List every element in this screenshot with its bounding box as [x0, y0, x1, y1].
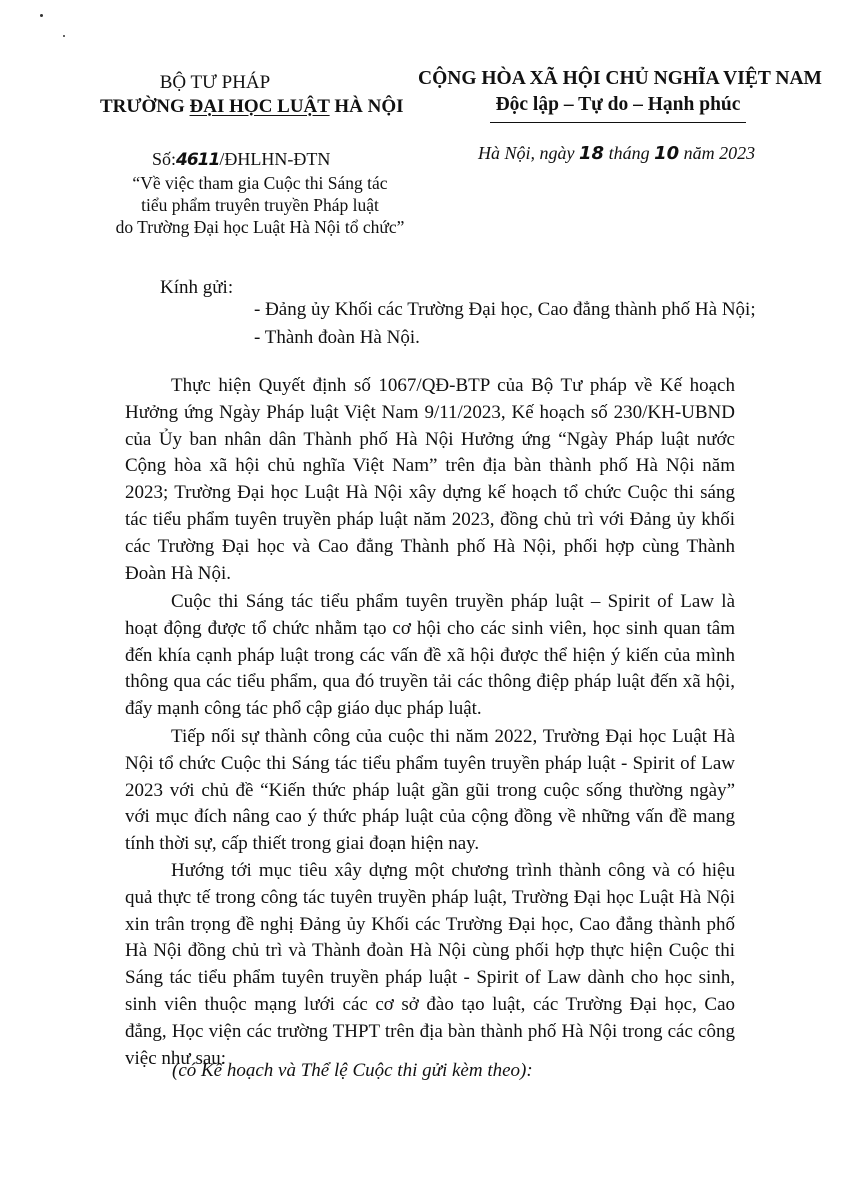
motto-underline: [490, 122, 746, 123]
agency-name: [100, 96, 404, 118]
agency-name-suffix: HÀ NỘI: [329, 96, 404, 117]
date-year-label: năm 2023: [679, 143, 756, 163]
attachment-note: (có Kế hoạch và Thể lệ Cuộc thi gửi kèm theo):: [172, 1060, 533, 1081]
document-date: [478, 143, 755, 164]
body-paragraph: Hướng tới mục tiêu xây dựng một chương trình thành công và có hiệu quả thực tế trong công tác tuyên truyền pháp luật, Trường Đại học Luật Hà Nội xin trân trọng đề nghị Đảng ủy Khối các Trường Đại học, Cao đẳng thành phố Hà Nội đồng chủ trì và Thành đoàn Hà Nội cùng phối hợp thực hiện Cuộc thi Sáng tác tiểu phẩm tuyên truyền pháp luật - Spirit of Law dành cho học sinh, sinh viên thuộc mạng lưới các cơ sở đào tạo luật, các Trường Đại học, Cao đẳng, Học viện các trường THPT trên địa bàn thành phố Hà Nội trong các công việc như sau:: [125, 860, 735, 1069]
scan-speck: [40, 14, 43, 17]
recipient-item: - Thành đoàn Hà Nội.: [254, 327, 420, 348]
document-number-handwritten: 4611: [176, 150, 220, 170]
agency-name-underlined: ĐẠI HỌC LUẬT: [189, 96, 330, 117]
date-month: 10: [654, 143, 680, 164]
date-prefix: Hà Nội, ngày: [478, 143, 579, 163]
national-title: CỘNG HÒA XÃ HỘI CHỦ NGHĨA VIỆT NAM: [418, 68, 822, 89]
subject-line: tiểu phẩm truyên truyền Pháp luật: [141, 195, 379, 215]
national-motto: Độc lập – Tự do – Hạnh phúc: [495, 94, 741, 115]
agency-name-prefix: TRƯỜNG: [100, 96, 190, 117]
subject-line: do Trường Đại học Luật Hà Nội tổ chức”: [115, 217, 405, 237]
scan-speck: [63, 35, 65, 37]
date-month-label: tháng: [604, 143, 655, 163]
document-number-prefix: Số:: [152, 149, 177, 169]
body-paragraph: Thực hiện Quyết định số 1067/QĐ-BTP của Bộ Tư pháp về Kế hoạch Hưởng ứng Ngày Pháp luật Việt Nam 9/11/2023, Kế hoạch số 230/KH-UBND của Ủy ban nhân dân Thành phố Hà Nội Hưởng ứng “Ngày Pháp luật nước Cộng hòa xã hội chủ nghĩa Việt Nam” trên địa bàn thành phố Hà Nội năm 2023; Trường Đại học Luật Hà Nội xây dựng kế hoạch tổ chức Cuộc thi sáng tác tiểu phẩm tuyên truyền pháp luật năm 2023, đồng chủ trì với Đảng ủy khối các Trường Đại học và Cao đẳng Thành phố Hà Nội, phối hợp cùng Thành Đoàn Hà Nội.: [125, 375, 735, 584]
agency-parent: BỘ TƯ PHÁP: [159, 72, 271, 93]
date-day: 18: [579, 143, 605, 164]
body-paragraph: Tiếp nối sự thành công của cuộc thi năm 2022, Trường Đại học Luật Hà Nội tổ chức Cuộc thi Sáng tác tiểu phẩm tuyên truyền pháp luật - Spirit of Law 2023 với chủ đề “Kiến thức pháp luật gần gũi trong cuộc sống thường ngày” với mục đích nâng cao ý thức pháp luật của cộng đồng về những vấn đề mang tính thời sự, cấp thiết trong giai đoạn hiện nay.: [125, 726, 735, 855]
document-number: [152, 149, 330, 170]
recipient-item: - Đảng ủy Khối các Trường Đại học, Cao đẳng thành phố Hà Nội;: [254, 299, 756, 320]
salutation: Kính gửi:: [160, 277, 234, 298]
document-number-suffix: /ĐHLHN-ĐTN: [219, 149, 331, 169]
body-paragraph: Cuộc thi Sáng tác tiểu phẩm tuyên truyền pháp luật – Spirit of Law là hoạt động được tổ chức nhằm tạo cơ hội cho các sinh viên, học sinh quan tâm đến khía cạnh pháp luật trong các vấn đề xã hội được thể hiện ý kiến của mình thông qua các tiểu phẩm, qua đó truyền tải các thông điệp pháp luật đến xã hội, đẩy mạnh công tác phổ cập giáo dục pháp luật.: [125, 591, 735, 720]
subject-line: “Về việc tham gia Cuộc thi Sáng tác: [132, 173, 388, 193]
